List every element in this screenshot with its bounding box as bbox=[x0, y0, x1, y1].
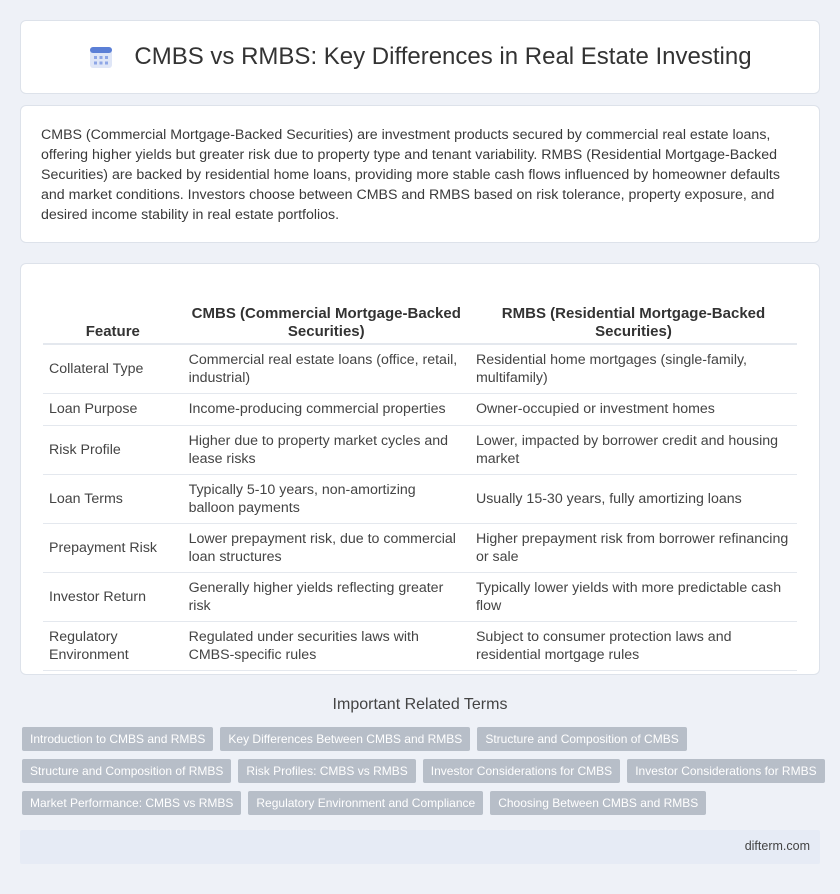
cmbs-cell: Higher due to property market cycles and lease risks bbox=[183, 425, 470, 474]
cmbs-cell: Generally higher yields reflecting greater risk bbox=[183, 572, 470, 621]
rmbs-cell: Subject to consumer protection laws and residential mortgage rules bbox=[470, 621, 797, 670]
rmbs-cell: Typically lower yields with more predictable cash flow bbox=[470, 572, 797, 621]
related-term-tag[interactable]: Risk Profiles: CMBS vs RMBS bbox=[238, 759, 415, 783]
related-term-tag[interactable]: Choosing Between CMBS and RMBS bbox=[490, 791, 706, 815]
table-row bbox=[43, 425, 797, 474]
table-row bbox=[43, 393, 797, 425]
cmbs-cell: Commercial real estate loans (office, retail, industrial) bbox=[183, 344, 470, 393]
related-term-tag[interactable]: Investor Considerations for CMBS bbox=[423, 759, 620, 783]
related-terms-tags bbox=[22, 727, 822, 823]
feature-cell: Collateral Type bbox=[43, 344, 183, 393]
cmbs-cell: Typically 5-10 years, non-amortizing balloon payments bbox=[183, 474, 470, 523]
footer bbox=[20, 830, 820, 864]
page-title: CMBS vs RMBS: Key Differences in Real Estate Investing bbox=[134, 43, 752, 70]
related-term-tag[interactable]: Introduction to CMBS and RMBS bbox=[22, 727, 213, 751]
table-row bbox=[43, 474, 797, 523]
cmbs-cell: Regulated under securities laws with CMBS-specific rules bbox=[183, 621, 470, 670]
rmbs-cell: Owner-occupied or investment homes bbox=[470, 393, 797, 425]
rmbs-cell: Usually 15-30 years, fully amortizing loans bbox=[470, 474, 797, 523]
feature-cell: Risk Profile bbox=[43, 425, 183, 474]
related-term-tag[interactable]: Key Differences Between CMBS and RMBS bbox=[220, 727, 470, 751]
table-header-row bbox=[43, 282, 797, 344]
feature-cell: Investor Return bbox=[43, 572, 183, 621]
table-row bbox=[43, 572, 797, 621]
comparison-table bbox=[43, 282, 797, 671]
intro-text: CMBS (Commercial Mortgage-Backed Securities) are investment products secured by commercial real estate loans, offering higher yields but greater risk due to property type and tenant variability. RMBS (Residential Mortgage-Backed Securities) are backed by residential home loans, providing more stable cash flows influenced by homeowner defaults and market conditions. Investors choose between CMBS and RMBS based on risk tolerance, property exposure, and desired income stability in real estate portfolios. bbox=[41, 127, 780, 223]
cmbs-cell: Income-producing commercial properties bbox=[183, 393, 470, 425]
related-term-tag[interactable]: Structure and Composition of RMBS bbox=[22, 759, 231, 783]
related-terms-title: Important Related Terms bbox=[332, 696, 508, 713]
rmbs-cell: Higher prepayment risk from borrower refinancing or sale bbox=[470, 523, 797, 572]
feature-cell: Loan Purpose bbox=[43, 393, 183, 425]
header-feature: Feature bbox=[43, 282, 183, 344]
table-row bbox=[43, 621, 797, 670]
comparison-card bbox=[20, 263, 820, 675]
related-term-tag[interactable]: Investor Considerations for RMBS bbox=[627, 759, 824, 783]
feature-cell: Prepayment Risk bbox=[43, 523, 183, 572]
header-cmbs: CMBS (Commercial Mortgage-Backed Securities) bbox=[183, 282, 470, 344]
related-term-tag[interactable]: Structure and Composition of CMBS bbox=[477, 727, 686, 751]
table-row bbox=[43, 344, 797, 393]
related-term-tag[interactable]: Regulatory Environment and Compliance bbox=[248, 791, 483, 815]
calendar-grid-icon bbox=[88, 44, 114, 70]
cmbs-cell: Lower prepayment risk, due to commercial loan structures bbox=[183, 523, 470, 572]
rmbs-cell: Residential home mortgages (single-family, multifamily) bbox=[470, 344, 797, 393]
intro-card bbox=[20, 105, 820, 243]
rmbs-cell: Lower, impacted by borrower credit and housing market bbox=[470, 425, 797, 474]
title-card bbox=[20, 20, 820, 94]
footer-site-link[interactable]: difterm.com bbox=[744, 839, 810, 853]
feature-cell: Regulatory Environment bbox=[43, 621, 183, 670]
related-term-tag[interactable]: Market Performance: CMBS vs RMBS bbox=[22, 791, 241, 815]
feature-cell: Loan Terms bbox=[43, 474, 183, 523]
header-rmbs: RMBS (Residential Mortgage-Backed Securities) bbox=[470, 282, 797, 344]
table-row bbox=[43, 523, 797, 572]
